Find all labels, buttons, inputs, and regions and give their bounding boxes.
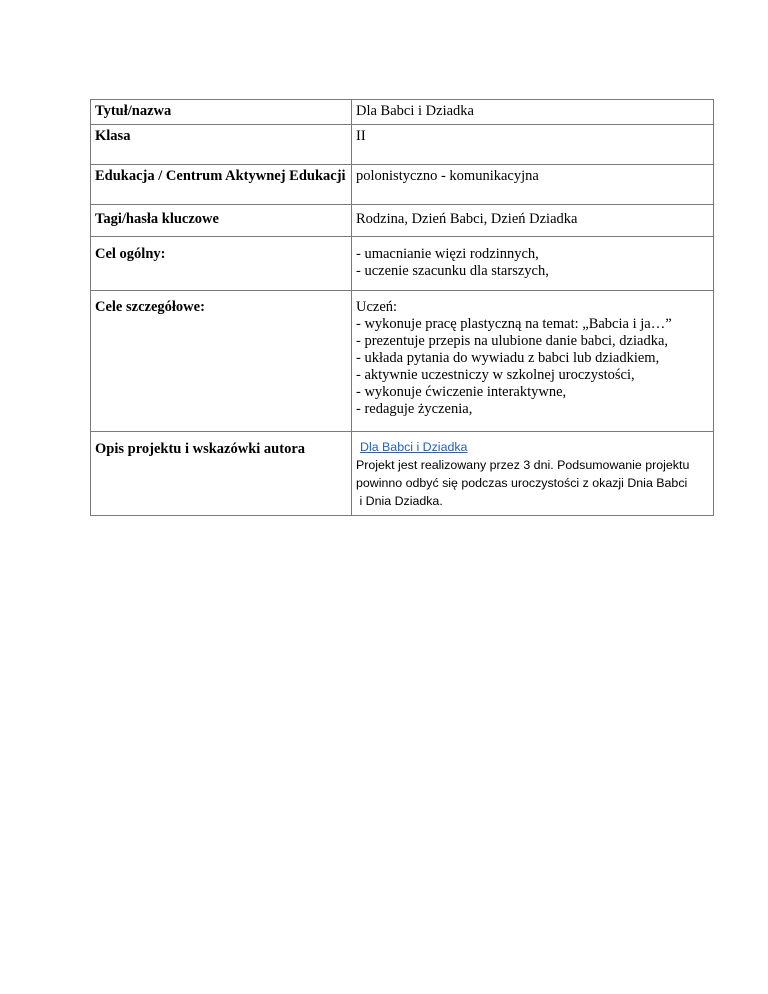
general-goal-label: Cel ogólny: xyxy=(91,237,352,291)
project-info-table xyxy=(90,99,714,516)
specific-goals-value xyxy=(352,291,714,432)
table-row-tags xyxy=(91,205,714,237)
education-label: Edukacja / Centrum Aktywnej Edukacji xyxy=(91,165,352,205)
table-row-title xyxy=(91,100,714,125)
description-line: i Dnia Dziadka. xyxy=(356,494,443,508)
title-value: Dla Babci i Dziadka xyxy=(352,100,714,125)
table-row-specific-goals xyxy=(91,291,714,432)
specific-goal-line: - aktywnie uczestniczy w szkolnej uroczystości, xyxy=(356,367,635,383)
description-line: powinno odbyć się podczas uroczystości z okazji Dnia Babci xyxy=(356,476,688,490)
table-row-description xyxy=(91,432,714,516)
specific-goal-line: - układa pytania do wywiadu z babci lub dziadkiem, xyxy=(356,350,660,366)
specific-goals-label: Cele szczegółowe: xyxy=(91,291,352,432)
specific-goal-line: - wykonuje pracę plastyczną na temat: „Babcia i ja…” xyxy=(356,316,672,332)
tags-label: Tagi/hasła kluczowe xyxy=(91,205,352,237)
specific-goal-line: Uczeń: xyxy=(356,299,398,315)
general-goal-line: - uczenie szacunku dla starszych, xyxy=(356,263,549,279)
specific-goal-line: - wykonuje ćwiczenie interaktywne, xyxy=(356,384,567,400)
general-goal-line: - umacnianie więzi rodzinnych, xyxy=(356,246,539,262)
class-label: Klasa xyxy=(91,125,352,165)
class-value: II xyxy=(352,125,714,165)
project-link[interactable]: Dla Babci i Dziadka xyxy=(360,440,468,454)
table-row-class xyxy=(91,125,714,165)
description-label: Opis projektu i wskazówki autora xyxy=(91,432,352,516)
description-line: Projekt jest realizowany przez 3 dni. Podsumowanie projektu xyxy=(356,458,690,472)
specific-goal-line: - redaguje życzenia, xyxy=(356,401,473,417)
description-value xyxy=(352,432,714,516)
specific-goal-line: - prezentuje przepis na ulubione danie babci, dziadka, xyxy=(356,333,669,349)
table-row-education xyxy=(91,165,714,205)
education-value: polonistyczno - komunikacyjna xyxy=(352,165,714,205)
title-label: Tytuł/nazwa xyxy=(91,100,352,125)
tags-value: Rodzina, Dzień Babci, Dzień Dziadka xyxy=(352,205,714,237)
table-row-general-goal xyxy=(91,237,714,291)
general-goal-value xyxy=(352,237,714,291)
